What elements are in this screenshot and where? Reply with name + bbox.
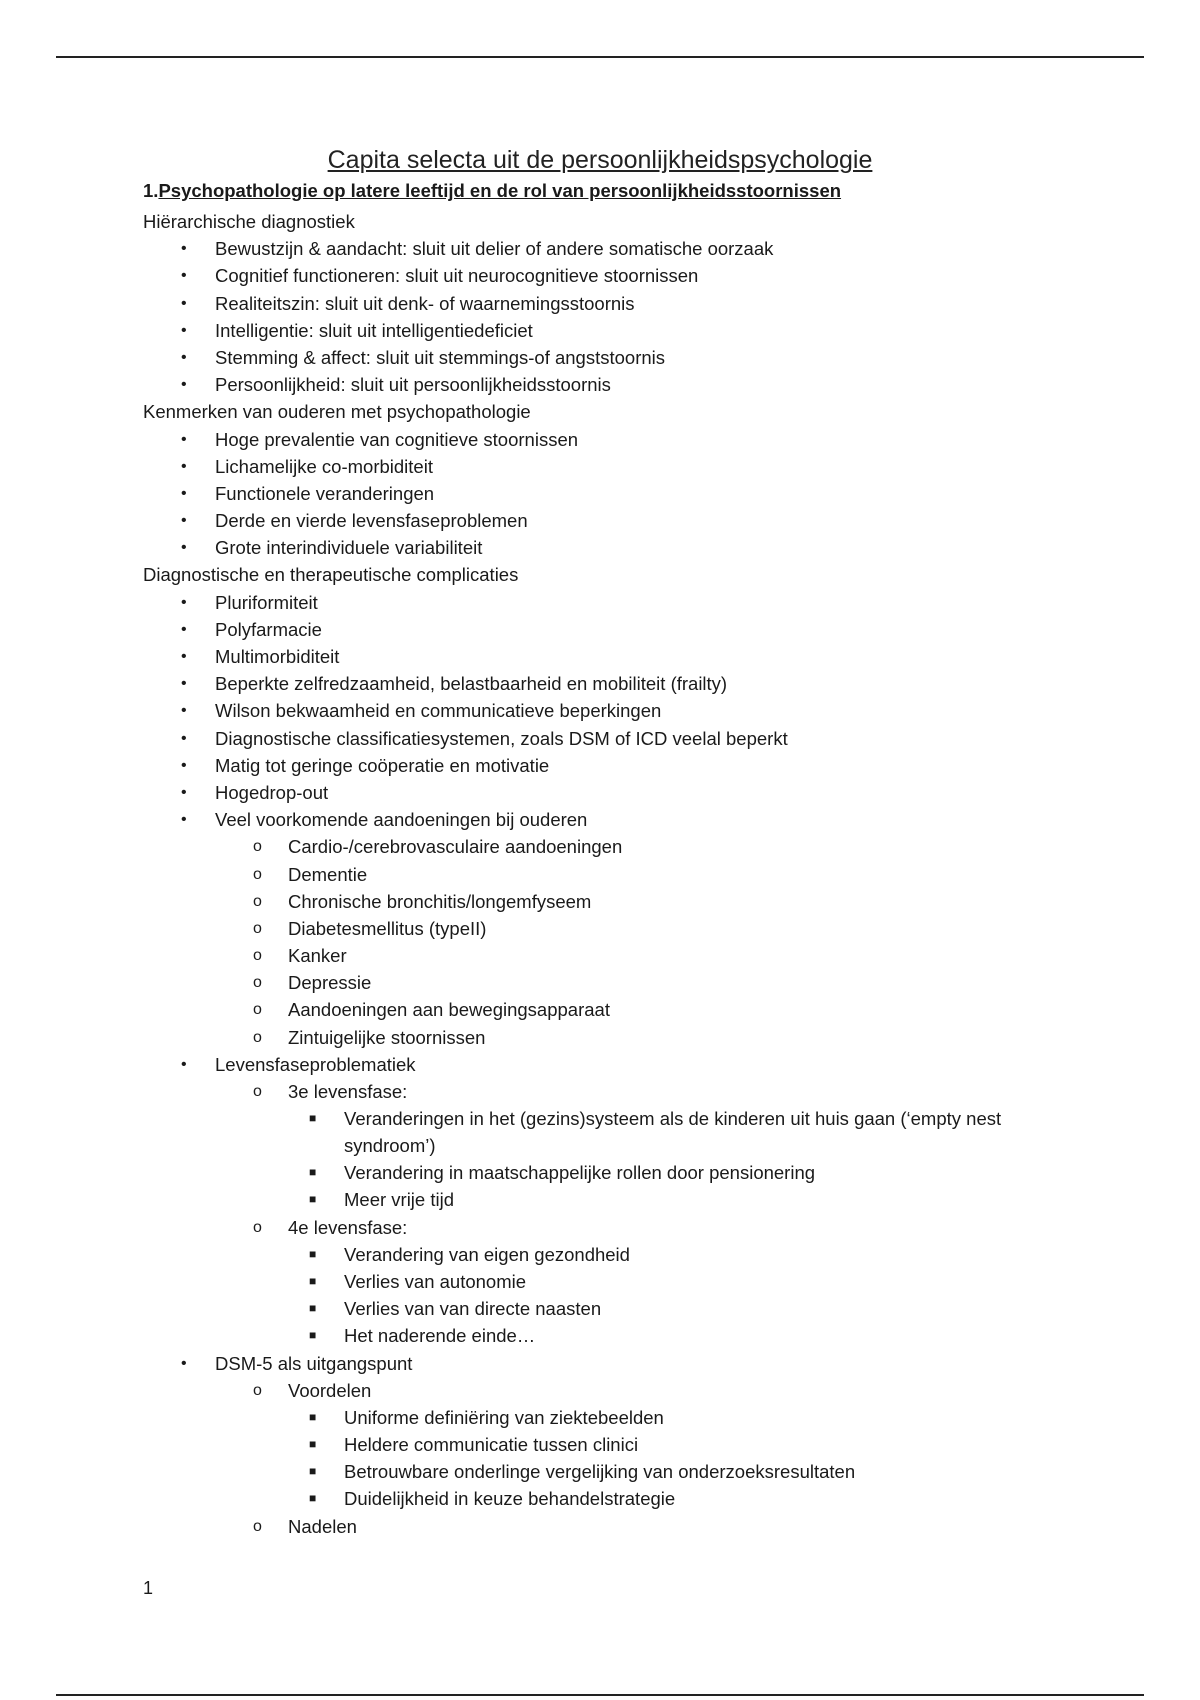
section-title: Psychopathologie op latere leeftijd en de rol van persoonlijkheidsstoornissen xyxy=(158,180,842,201)
list-item-text: Pluriformiteit xyxy=(215,591,318,613)
bullet-marker: • xyxy=(181,484,187,502)
bullet-marker: • xyxy=(181,593,187,611)
list-item-text: Aandoeningen aan bewegingsapparaat xyxy=(288,999,610,1021)
circle-marker: o xyxy=(253,1218,262,1236)
circle-marker: o xyxy=(253,974,262,992)
list-item-text: Hoge prevalentie van cognitieve stoornissen xyxy=(215,428,579,450)
section-heading xyxy=(143,180,841,202)
list-item-text: Realiteitszin: sluit uit denk- of waarnemingsstoornis xyxy=(215,292,635,314)
circle-marker: o xyxy=(253,865,262,883)
sub-sub-list-item xyxy=(0,1404,1200,1431)
circle-marker: o xyxy=(253,1381,262,1399)
list-item xyxy=(0,806,1200,833)
footer-rule xyxy=(56,1694,1144,1696)
list-item-text: Heldere communicatie tussen clinici xyxy=(344,1434,639,1456)
list-item xyxy=(0,752,1200,779)
list-item xyxy=(0,235,1200,262)
list-item xyxy=(0,480,1200,507)
square-marker: ■ xyxy=(309,1301,317,1316)
list-item xyxy=(0,589,1200,616)
bullet-marker: • xyxy=(181,512,187,530)
subheading xyxy=(0,561,1200,588)
list-item-text: Polyfarmacie xyxy=(215,618,322,640)
page-number: 1 xyxy=(143,1578,154,1598)
list-item-text: Beperkte zelfredzaamheid, belastbaarheid en mobiliteit (frailty) xyxy=(215,673,728,695)
list-item-text: Matig tot geringe coöperatie en motivatie xyxy=(215,754,550,776)
bullet-marker: • xyxy=(181,376,187,394)
list-item xyxy=(0,262,1200,289)
list-item-text: Derde en vierde levensfaseproblemen xyxy=(215,510,528,532)
list-item xyxy=(0,507,1200,534)
list-item xyxy=(0,317,1200,344)
sub-list-item xyxy=(0,1078,1200,1105)
list-item-text: Levensfaseproblematiek xyxy=(215,1053,416,1075)
sub-sub-list-item xyxy=(0,1322,1200,1349)
list-item xyxy=(0,643,1200,670)
bullet-marker: • xyxy=(181,811,187,829)
list-item-text: Dementie xyxy=(288,863,368,885)
list-item xyxy=(0,670,1200,697)
list-item-text: Het naderende einde… xyxy=(344,1325,536,1347)
square-marker: ■ xyxy=(309,1437,317,1452)
list-item-text: Diabetesmellitus (typeII) xyxy=(288,917,487,939)
list-item xyxy=(0,290,1200,317)
sub-list-item xyxy=(0,1214,1200,1241)
list-item xyxy=(0,779,1200,806)
subheading-text: Diagnostische en therapeutische complicaties xyxy=(143,564,519,586)
list-item-text: 4e levensfase: xyxy=(288,1216,408,1238)
list-item-text: Duidelijkheid in keuze behandelstrategie xyxy=(344,1488,676,1510)
circle-marker: o xyxy=(253,838,262,856)
square-marker: ■ xyxy=(309,1491,317,1506)
subheading-text: Hiërarchische diagnostiek xyxy=(143,211,355,232)
circle-marker: o xyxy=(253,892,262,910)
sub-list-item xyxy=(0,833,1200,860)
circle-marker: o xyxy=(253,1001,262,1019)
list-item-text: Nadelen xyxy=(288,1515,357,1537)
sub-list-item xyxy=(0,888,1200,915)
list-item-text: Multimorbiditeit xyxy=(215,646,340,667)
list-item-text: Lichamelijke co-morbiditeit xyxy=(215,455,433,477)
sub-sub-list-item xyxy=(0,1431,1200,1458)
bullet-marker: • xyxy=(181,729,187,747)
document-title: Capita selecta uit de persoonlijkheidspsychologie xyxy=(327,146,873,174)
circle-marker: o xyxy=(253,1028,262,1046)
list-item-text: Depressie xyxy=(288,972,372,994)
bullet-marker: • xyxy=(181,294,187,312)
list-item-text: Zintuigelijke stoornissen xyxy=(288,1026,486,1048)
list-item xyxy=(0,344,1200,371)
list-item-text: Betrouwbare onderlinge vergelijking van onderzoeksresultaten xyxy=(344,1461,856,1483)
list-item-text: Veranderingen in het (gezins)systeem als de kinderen uit huis gaan (‘empty nest syndroom’) xyxy=(344,1108,1002,1157)
sub-sub-list-item xyxy=(0,1105,1200,1159)
list-item-text: Veel voorkomende aandoeningen bij ouderen xyxy=(215,809,588,831)
list-item-text: Verandering van eigen gezondheid xyxy=(344,1243,630,1265)
list-item-text: Meer vrije tijd xyxy=(344,1189,454,1211)
list-item-text: Voordelen xyxy=(288,1379,372,1401)
bullet-marker: • xyxy=(181,348,187,366)
list-item xyxy=(0,1350,1200,1377)
bullet-marker: • xyxy=(181,648,187,665)
sub-list-item xyxy=(0,969,1200,996)
list-item-text: Persoonlijkheid: sluit uit persoonlijkheidsstoornis xyxy=(215,374,611,396)
list-item-text: DSM-5 als uitgangspunt xyxy=(215,1352,413,1374)
sub-list-item xyxy=(0,1377,1200,1404)
list-item xyxy=(0,725,1200,752)
list-item-text: Hogedrop-out xyxy=(215,781,329,803)
list-item xyxy=(0,371,1200,398)
square-marker: ■ xyxy=(309,1192,317,1207)
circle-marker: o xyxy=(253,1083,262,1100)
square-marker: ■ xyxy=(309,1246,317,1261)
list-item-text: Grote interindividuele variabiliteit xyxy=(215,537,483,559)
sub-list-item xyxy=(0,915,1200,942)
square-marker: ■ xyxy=(309,1111,317,1126)
sub-sub-list-item xyxy=(0,1485,1200,1512)
bullet-marker: • xyxy=(181,620,187,638)
bullet-marker: • xyxy=(181,430,187,448)
bullet-marker: • xyxy=(181,1055,187,1073)
bullet-marker: • xyxy=(181,267,187,285)
square-marker: ■ xyxy=(309,1409,317,1424)
subheading xyxy=(0,208,1200,235)
list-item-text: Chronische bronchitis/longemfyseem xyxy=(288,890,592,912)
list-item xyxy=(0,453,1200,480)
bullet-marker: • xyxy=(181,756,187,774)
sub-sub-list-item xyxy=(0,1268,1200,1295)
list-item xyxy=(0,534,1200,561)
bullet-marker: • xyxy=(181,783,187,801)
circle-marker: o xyxy=(253,947,262,965)
list-item xyxy=(0,697,1200,724)
subheading-text: Kenmerken van ouderen met psychopathologie xyxy=(143,401,531,423)
list-item-text: Functionele veranderingen xyxy=(215,482,435,504)
bullet-marker: • xyxy=(181,321,187,339)
bullet-marker: • xyxy=(181,1354,187,1372)
sub-list-item xyxy=(0,996,1200,1023)
list-item-text: Stemming & affect: sluit uit stemmings-of angststoornis xyxy=(215,346,666,368)
list-item-text: Intelligentie: sluit uit intelligentiedeficiet xyxy=(215,319,533,341)
sub-sub-list-item xyxy=(0,1186,1200,1213)
list-item-text: Verlies van autonomie xyxy=(344,1270,527,1292)
list-item-text: Diagnostische classificatiesystemen, zoals DSM of ICD veelal beperkt xyxy=(215,727,788,749)
circle-marker: o xyxy=(253,1517,262,1535)
sub-list-item xyxy=(0,1513,1200,1540)
list-item xyxy=(0,616,1200,643)
subheading xyxy=(0,398,1200,425)
square-marker: ■ xyxy=(309,1165,317,1180)
circle-marker: o xyxy=(253,919,262,937)
bullet-marker: • xyxy=(181,539,187,557)
list-item-text: 3e levensfase: xyxy=(288,1081,408,1102)
sub-sub-list-item xyxy=(0,1295,1200,1322)
sub-sub-list-item xyxy=(0,1241,1200,1268)
sub-list-item xyxy=(0,1024,1200,1051)
square-marker: ■ xyxy=(309,1464,317,1479)
square-marker: ■ xyxy=(309,1273,317,1288)
list-item-text: Uniforme definiëring van ziektebeelden xyxy=(344,1406,664,1428)
document-body xyxy=(0,208,1200,1540)
bullet-marker: • xyxy=(181,702,187,720)
list-item-text: Kanker xyxy=(288,945,347,967)
list-item-text: Verandering in maatschappelijke rollen door pensionering xyxy=(344,1162,816,1184)
sub-list-item xyxy=(0,942,1200,969)
sub-sub-list-item xyxy=(0,1458,1200,1485)
sub-list-item xyxy=(0,861,1200,888)
bullet-marker: • xyxy=(181,457,187,475)
square-marker: ■ xyxy=(309,1328,317,1343)
sub-sub-list-item xyxy=(0,1159,1200,1186)
bullet-marker: • xyxy=(181,240,187,258)
section-number: 1. xyxy=(143,180,159,201)
list-item-text: Cognitief functioneren: sluit uit neurocognitieve stoornissen xyxy=(215,265,699,287)
list-item-text: Bewustzijn & aandacht: sluit uit delier of andere somatische oorzaak xyxy=(215,238,774,260)
list-item xyxy=(0,426,1200,453)
list-item-text: Cardio-/cerebrovasculaire aandoeningen xyxy=(288,836,623,858)
list-item xyxy=(0,1051,1200,1078)
bullet-marker: • xyxy=(181,675,187,693)
list-item-text: Wilson bekwaamheid en communicatieve beperkingen xyxy=(215,700,662,722)
list-item-text: Verlies van van directe naasten xyxy=(344,1298,602,1320)
header-rule xyxy=(56,56,1144,58)
